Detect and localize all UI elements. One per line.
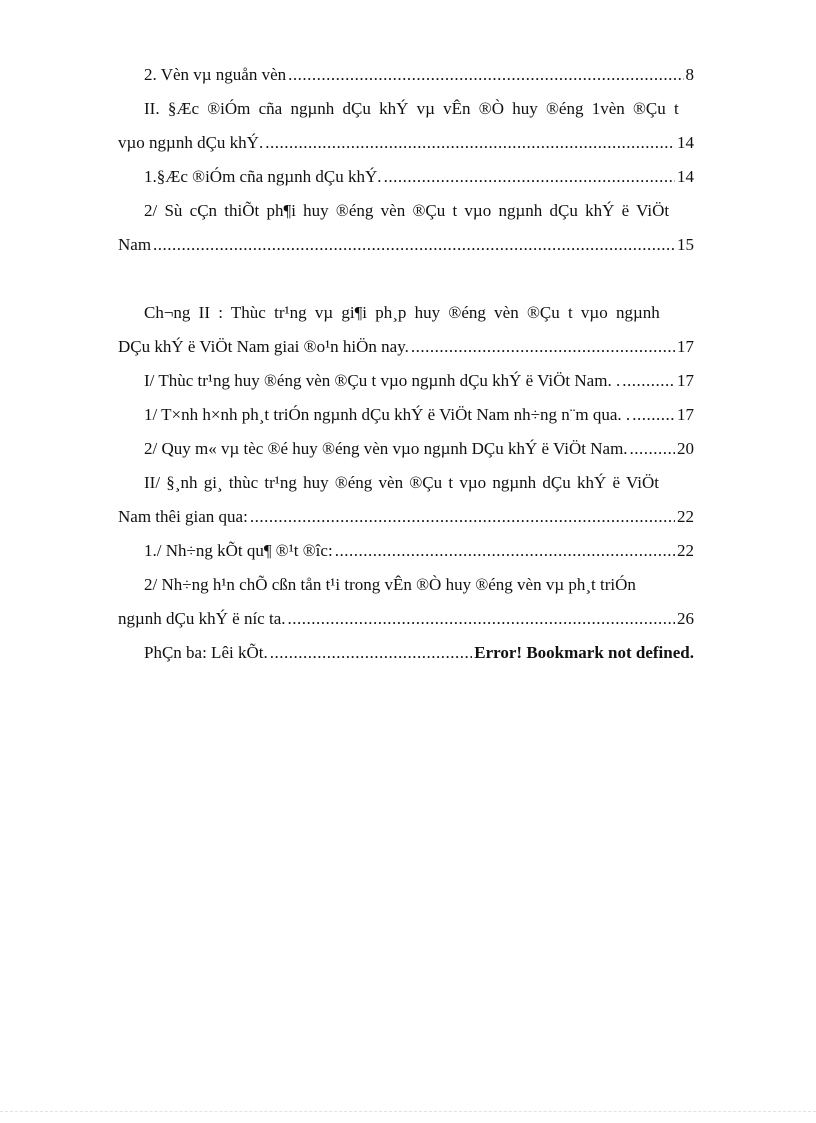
dot-leader bbox=[622, 364, 675, 398]
toc-entry-text: 2. Vèn vµ nguån vèn bbox=[144, 65, 287, 84]
toc-entry-text: 1/ T×nh h×nh ph¸t triÓn ngµnh dÇu khÝ ë ViÖt Nam nh÷ng n¨m qua. . bbox=[144, 405, 631, 424]
toc-entry[interactable] bbox=[118, 500, 694, 534]
page-bottom-edge bbox=[0, 1111, 816, 1112]
toc-entry[interactable] bbox=[118, 364, 694, 398]
dot-leader bbox=[265, 126, 675, 160]
toc-page-number: 14 bbox=[677, 133, 694, 152]
dot-leader bbox=[288, 602, 676, 636]
toc-entry-text: 2/ Quy m« vµ tèc ®é huy ®éng vèn vµo ngµnh DÇu khÝ ë ViÖt Nam. bbox=[144, 439, 628, 458]
toc-entry-line1[interactable] bbox=[118, 296, 694, 330]
toc-entry-line1[interactable] bbox=[118, 568, 694, 602]
toc-entry-text: Ch¬ng II : Thùc tr¹ng vµ gi¶i ph¸p huy ®éng vèn ®Çu t vµo ngµnh bbox=[144, 303, 660, 322]
dot-leader bbox=[288, 58, 683, 92]
toc-page-number: 20 bbox=[677, 439, 694, 458]
toc-entry[interactable] bbox=[118, 58, 694, 92]
toc-entry-text: 2/ Sù cÇn thiÕt ph¶i huy ®éng vèn ®Çu t vµo ngµnh dÇu khÝ ë ViÖt bbox=[144, 201, 670, 220]
toc-entry-text: II/ §¸nh gi¸ thùc tr¹ng huy ®éng vèn ®Çu t vµo ngµnh dÇu khÝ ë ViÖt bbox=[144, 473, 659, 492]
dot-leader bbox=[630, 432, 675, 466]
dot-leader bbox=[384, 160, 675, 194]
dot-leader bbox=[153, 228, 675, 262]
toc-entry-text: ngµnh dÇu khÝ ë níc ta. bbox=[118, 609, 286, 628]
toc-page-number: 17 bbox=[677, 337, 694, 356]
toc-page-number: 8 bbox=[685, 65, 694, 84]
toc-entry-line1[interactable] bbox=[118, 466, 694, 500]
toc-page-number: 17 bbox=[677, 405, 694, 424]
dot-leader bbox=[335, 534, 675, 568]
toc-page-number: 17 bbox=[677, 371, 694, 390]
toc-entry[interactable] bbox=[118, 126, 694, 160]
toc-entry-text: II. §Æc ®iÓm cña ngµnh dÇu khÝ vµ vÊn ®Ò huy ®éng 1vèn ®Çu t bbox=[144, 99, 679, 118]
dot-leader bbox=[632, 398, 675, 432]
toc-page-number: 22 bbox=[677, 507, 694, 526]
toc-entry[interactable] bbox=[118, 330, 694, 364]
toc-entry-line1[interactable] bbox=[118, 194, 694, 228]
toc-entry[interactable] bbox=[118, 432, 694, 466]
toc-entry-text: 2/ Nh÷ng h¹n chÕ cßn tån t¹i trong vÊn ®Ò huy ®éng vèn vµ ph¸t triÓn bbox=[144, 575, 636, 594]
toc-entry-text: Nam thêi gian qua: bbox=[118, 507, 248, 526]
toc-entry-text: 1.§Æc ®iÓm cña ngµnh dÇu khÝ. bbox=[144, 167, 382, 186]
dot-leader bbox=[411, 330, 675, 364]
toc-page-number: 15 bbox=[677, 235, 694, 254]
toc-page-number: 22 bbox=[677, 541, 694, 560]
toc-entry-text: DÇu khÝ ë ViÖt Nam giai ®o¹n hiÖn nay. bbox=[118, 337, 409, 356]
toc-page-number: 26 bbox=[677, 609, 694, 628]
toc-entry-text: I/ Thùc tr¹ng huy ®éng vèn ®Çu t vµo ngµnh dÇu khÝ ë ViÖt Nam. . bbox=[144, 371, 621, 390]
toc-entry[interactable] bbox=[118, 160, 694, 194]
dot-leader bbox=[270, 636, 473, 670]
toc-entry-text: Nam bbox=[118, 235, 152, 254]
toc-entry-line1[interactable] bbox=[118, 92, 694, 126]
toc-entry[interactable] bbox=[118, 228, 694, 262]
table-of-contents bbox=[118, 58, 694, 670]
toc-page-number: 14 bbox=[677, 167, 694, 186]
toc-entry[interactable] bbox=[118, 602, 694, 636]
toc-entry[interactable] bbox=[118, 636, 694, 670]
dot-leader bbox=[250, 500, 675, 534]
toc-entry-text: PhÇn ba: Lêi kÕt. bbox=[144, 643, 268, 662]
bookmark-error-text: Error! Bookmark not defined. bbox=[474, 643, 694, 662]
toc-entry-text: vµo ngµnh dÇu khÝ. bbox=[118, 133, 264, 152]
spacer bbox=[118, 262, 694, 296]
toc-entry-text: 1./ Nh÷ng kÕt qu¶ ®¹t ®îc: bbox=[144, 541, 333, 560]
toc-entry[interactable] bbox=[118, 398, 694, 432]
toc-entry[interactable] bbox=[118, 534, 694, 568]
